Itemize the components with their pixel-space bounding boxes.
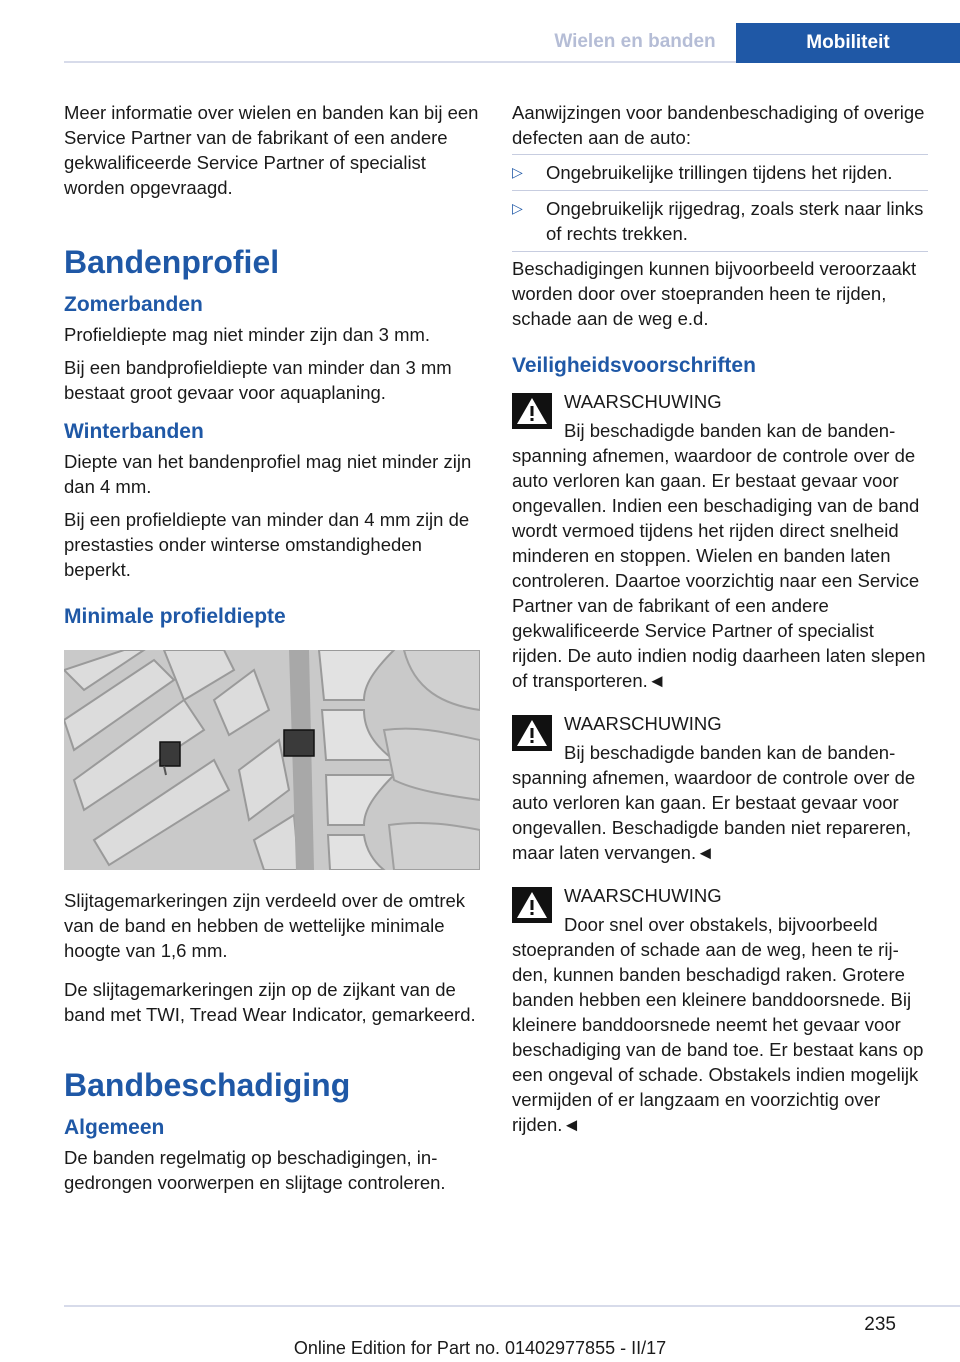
page-number: 235: [864, 1314, 896, 1335]
warning-triangle-icon: [512, 393, 552, 429]
algemeen-paragraph: De banden regelmatig op beschadigingen, ingedrongen voorwerpen en slijtage controleren.: [64, 1147, 446, 1193]
header-chapter-tab[interactable]: Mobiliteit: [736, 23, 960, 63]
intro-paragraph: Meer informatie over wielen en banden kan bij een Service Partner van de fabrikant of een andere gekwalificeerde Service Partner of specialist worden opgevraagd.: [64, 102, 479, 198]
minimaal-paragraph-1: Slijtagemarkeringen zijn verdeeld over de omtrek van de band en hebben de wettelijke minimale hoogte van 1,6 mm.: [64, 890, 466, 961]
warning-triangle-icon: [512, 715, 552, 751]
warning-block: [512, 389, 928, 693]
warning-title: WAARSCHUWING: [564, 713, 722, 734]
warning-block: [512, 711, 928, 865]
list-item-text: Ongebruikelijke trillingen tijdens het rijden.: [546, 162, 893, 183]
warning-body: Door snel over obstakels, bijvoorbeeld stoepranden of schade aan de weg, heen te rijden, kunnen banden beschadigd raken. Grotere banden hebben een kleinere banddoorsnede. Bij kleinere banddoorsnede neemt het gevaar voor beschadiging van de band toe. Er bestaat kans op een ongeval of schade. Obstakels indien mogelijk vermijden of er langzaam en voorzichtig over rijden.◄: [512, 914, 924, 1135]
bullet-triangle-icon: ▷: [512, 164, 523, 180]
warning-body: Bij beschadigde banden kan de bandenspanning afnemen, waardoor de controle over de auto verloren kan gaan. Er bestaat gevaar voor ongevallen. Beschadigde banden niet repareren, maar laten vervangen.◄: [512, 742, 916, 863]
heading-minimale-profieldiepte: Minimale profieldiepte: [64, 605, 286, 628]
minimaal-paragraph-2: De slijtagemarkeringen zijn op de zijkant van de band met TWI, Tread Wear Indicator, gemarkeerd.: [64, 979, 476, 1025]
warning-block: [512, 883, 928, 1137]
heading-zomerbanden: Zomerbanden: [64, 293, 203, 316]
warning-title: WAARSCHUWING: [564, 885, 722, 906]
warning-body: Bij beschadigde banden kan de bandenspanning afnemen, waardoor de controle over de auto verloren kan gaan. Er bestaat gevaar voor ongevallen. Indien een beschadiging van de band wordt vermoed tijdens het rijden direct snelheid minderen en stoppen. Wielen en banden laten controleren. Daartoe voorzichtig naar een Service Partner van de fabrikant of een andere gekwalificeerde Service Partner of specialist rijden. De auto indien nodig daarheen laten slepen of transporteren.◄: [512, 420, 926, 691]
warning-triangle-icon: [512, 887, 552, 923]
right-column: [512, 100, 928, 1137]
warning-title: WAARSCHUWING: [564, 391, 722, 412]
defects-list: [512, 154, 928, 252]
header-section-tab[interactable]: Wielen en banden: [554, 31, 716, 52]
edition-footer: Online Edition for Part no. 01402977855 - II/17: [293, 1338, 667, 1358]
zomer-paragraph-2: Bij een bandprofieldiepte van minder dan 3 mm bestaat groot gevaar voor aquaplaning.: [64, 357, 452, 403]
damage-paragraph: Beschadigingen kunnen bijvoorbeeld veroorzaakt worden door over stoepranden heen te rijden, schade aan de weg e.d.: [512, 258, 917, 329]
defects-intro: Aanwijzingen voor bandenbeschadiging of overige defecten aan de auto:: [512, 102, 925, 148]
list-item: [512, 154, 928, 191]
tire-tread-wear-indicator-image: [64, 650, 480, 870]
heading-bandbeschadiging: Bandbeschadiging: [64, 1067, 351, 1103]
bullet-triangle-icon: ▷: [512, 200, 523, 216]
winter-paragraph-1: Diepte van het bandenprofiel mag niet minder zijn dan 4 mm.: [64, 451, 472, 497]
heading-winterbanden: Winterbanden: [64, 420, 204, 443]
heading-bandenprofiel: Bandenprofiel: [64, 244, 280, 280]
list-item-text: Ongebruikelijk rijgedrag, zoals sterk naar links of rechts trekken.: [546, 198, 924, 244]
heading-veiligheidsvoorschriften: Veiligheidsvoorschriften: [512, 354, 756, 377]
footer-rule: [64, 1305, 960, 1307]
left-column: [64, 100, 480, 1203]
winter-paragraph-2: Bij een profieldiepte van minder dan 4 mm zijn de prestasties onder winterse omstandigheden beperkt.: [64, 509, 470, 580]
zomer-paragraph-1: Profieldiepte mag niet minder zijn dan 3 mm.: [64, 324, 431, 345]
list-item: [512, 191, 928, 252]
heading-algemeen: Algemeen: [64, 1116, 165, 1139]
